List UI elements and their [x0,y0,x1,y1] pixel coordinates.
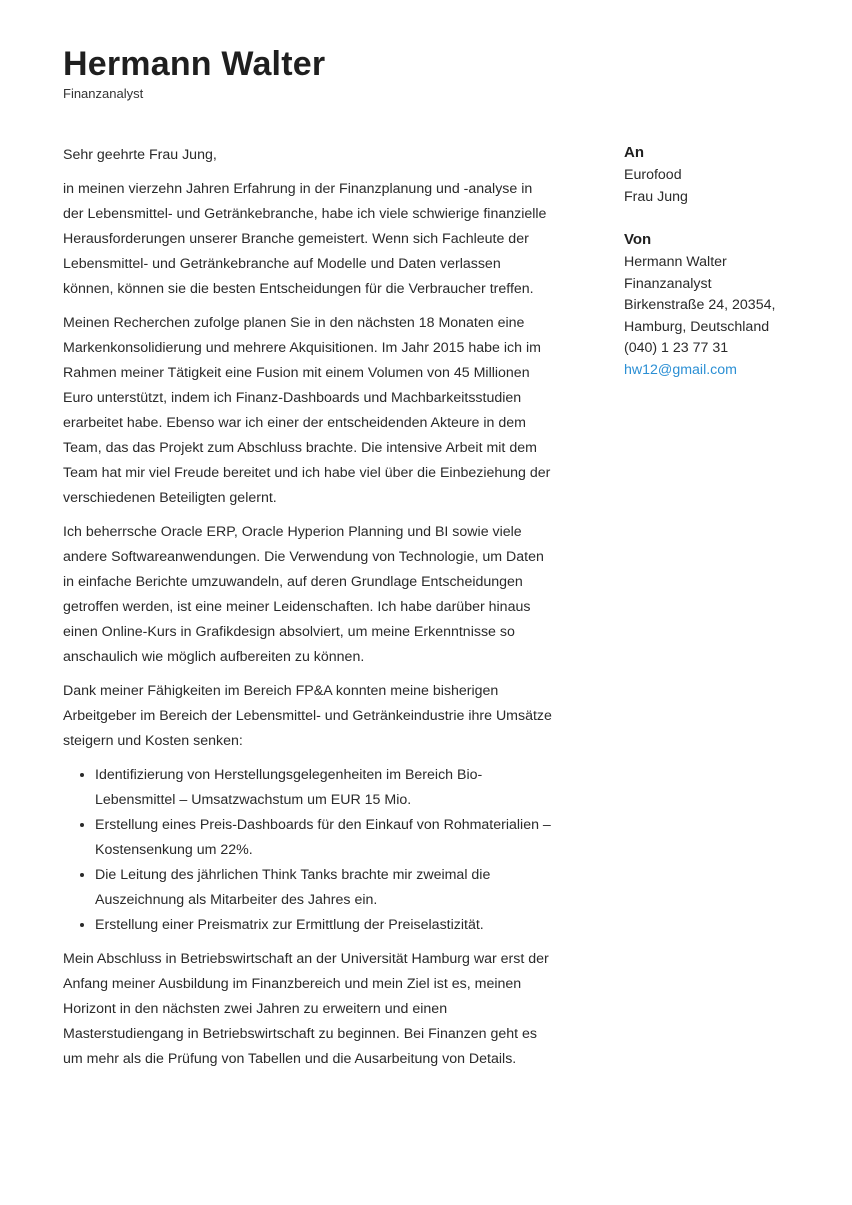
achievement-list [63,763,555,938]
sender-block [624,229,824,381]
paragraph-closing: Mein Abschluss in Betriebswirtschaft an der Universität Hamburg war erst der Anfang meiner Ausbildung im Finanzbereich und mein Ziel ist es, meinen Horizont in den nächsten zwei Jahren zu erweitern und einen Masterstudiengang in Betriebswirtschaft zu beginnen. Bei Finanzen geht es um mehr als die Prüfung von Tabellen und die Ausarbeitung von Details. [63,951,549,1067]
sender-heading: Von [624,231,652,248]
paragraph-intro: in meinen vierzehn Jahren Erfahrung in der Finanzplanung und -analyse in der Lebensmittel- und Getränkebranche, habe ich viele schwierige finanzielle Herausforderungen unserer Branche gemeistert. Wenn sich Fachleute der Lebensmittel- und Getränkebranche auf Modelle und Daten verlassen können, können sie die besten Entscheidungen für die Verbraucher treffen. [63,181,547,297]
recipient-company: Eurofood [624,167,682,183]
letter-body [63,143,555,1081]
sender-city: Hamburg, Deutschland [624,318,770,335]
sender-phone: (040) 1 23 77 31 [624,340,729,356]
recipient-person: Frau Jung [624,188,688,205]
sender-email-link[interactable]: hw12@gmail.com [624,361,737,378]
list-item: • Identifizierung von Herstellungsgelegenheiten im Bereich Bio-Lebensmittel – Umsatzwachstum um EUR 15 Mio. [95,763,555,813]
list-item: • Erstellung einer Preismatrix zur Ermittlung der Preiselastizität. [95,913,555,938]
recipient-heading: An [624,144,644,161]
sender-title: Finanzanalyst [624,275,712,292]
list-item: • Erstellung eines Preis-Dashboards für den Einkauf von Rohmaterialien –Kostensenkung um 22%. [95,813,555,863]
salutation: Sehr geehrte Frau Jung, [63,147,217,163]
sender-name-title: Hermann Walter [63,45,326,83]
sender-street: Birkenstraße 24, 20354, [624,297,776,313]
list-item: • Die Leitung des jährlichen Think Tanks brachte mir zweimal die Auszeichnung als Mitarbeiter des Jahres ein. [95,863,555,913]
paragraph-research: Meinen Recherchen zufolge planen Sie in den nächsten 18 Monaten eine Markenkonsolidierung und mehrere Akquisitionen. Im Jahr 2015 habe ich im Rahmen meiner Tätigkeit eine Fusion mit einem Volumen von 45 Millionen Euro unterstützt, indem ich Finanz-Dashboards und Machbarkeitsstudien erarbeitet habe. Ebenso war ich einer der entscheidenden Akteure in dem Team, das das Projekt zum Abschluss brachte. Die intensive Arbeit mit dem Team hat mir viel Freude bereitet und ich habe viel über die Einbeziehung der verschiedenen Beteiligten gelernt. [63,315,551,506]
recipient-block [624,142,824,208]
paragraph-achievements: Dank meiner Fähigkeiten im Bereich FP&A konnten meine bisherigen Arbeitgeber im Bereich der Lebensmittel- und Getränkeindustrie ihre Umsätze steigern und Kosten senken: [63,683,552,749]
sender-job-title: Finanzanalyst [63,86,144,101]
sender-name: Hermann Walter [624,254,727,270]
address-sidebar [624,142,824,402]
paragraph-skills: Ich beherrsche Oracle ERP, Oracle Hyperion Planning und BI sowie viele andere Softwareanwendungen. Die Verwendung von Technologie, um Daten in einfache Berichte umzuwandeln, auf deren Grundlage Entscheidungen getroffen werden, ist eine meiner Leidenschaften. Ich habe darüber hinaus einen Online-Kurs in Grafikdesign absolviert, um meine Erkenntnisse so anschaulich wie möglich aufbereiten zu können. [63,524,544,665]
letter-header [63,44,325,102]
